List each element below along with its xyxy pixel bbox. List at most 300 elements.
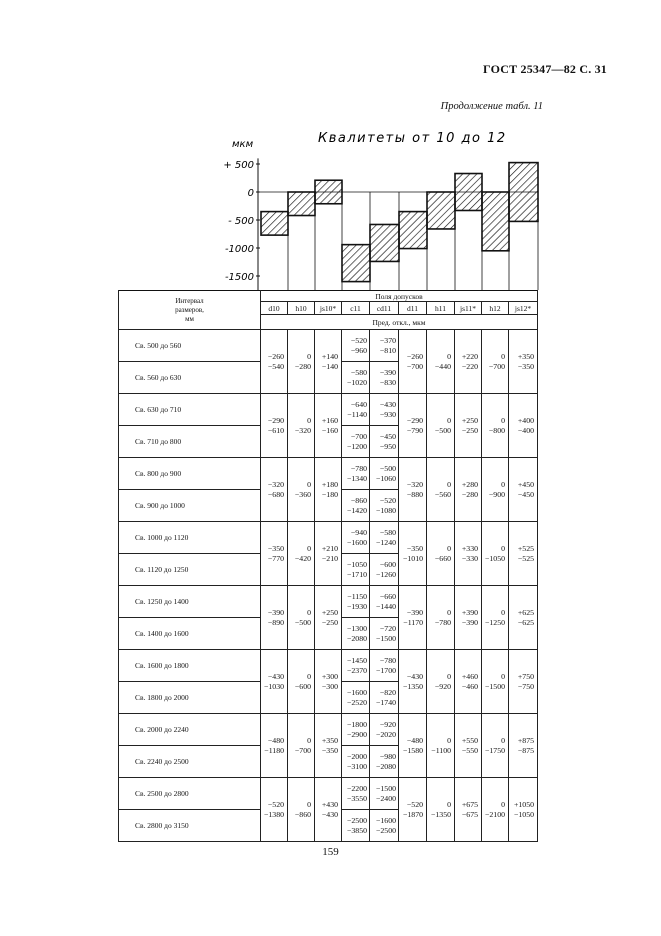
value-lower: −1930 <box>347 601 367 611</box>
value-lower: −2080 <box>376 761 396 771</box>
value-cell-d10 <box>261 458 288 522</box>
value-cell-h12 <box>482 522 509 586</box>
value-upper: 0 <box>447 479 451 489</box>
value-lower: −280 <box>294 361 311 371</box>
value-lower: −3550 <box>347 793 367 803</box>
value-lower: −525 <box>517 553 534 563</box>
value-upper: 0 <box>501 799 505 809</box>
value-upper: −600 <box>379 559 396 569</box>
value-upper: −2000 <box>347 751 367 761</box>
value-lower: −220 <box>461 361 478 371</box>
value-lower: −2100 <box>485 809 505 819</box>
tolerance-chart <box>0 120 661 292</box>
value-upper: 0 <box>307 479 311 489</box>
value-cell-h11 <box>427 522 455 586</box>
value-cell-js11 <box>455 458 482 522</box>
value-upper: +875 <box>517 735 534 745</box>
value-cell-js10 <box>315 650 342 714</box>
size-interval-label: Св. 900 до 1000 <box>119 490 261 522</box>
column-header-js11: js11* <box>455 302 482 315</box>
value-upper: −350 <box>267 543 284 553</box>
value-cell-c11 <box>342 778 370 810</box>
value-lower: −1380 <box>264 809 284 819</box>
value-cell-cd11 <box>370 330 399 362</box>
value-cell-cd11 <box>370 746 399 778</box>
value-cell-c11 <box>342 554 370 586</box>
value-lower: −2900 <box>347 729 367 739</box>
value-cell-js11 <box>455 330 482 394</box>
value-upper: +390 <box>461 607 478 617</box>
value-lower: −960 <box>350 345 367 355</box>
value-lower: −600 <box>294 681 311 691</box>
value-lower: −875 <box>517 745 534 755</box>
value-lower: −210 <box>321 553 338 563</box>
value-cell-h12 <box>482 778 509 842</box>
value-upper: 0 <box>307 671 311 681</box>
chart-band-h11 <box>427 192 455 229</box>
value-upper: −780 <box>379 655 396 665</box>
value-upper: −640 <box>350 399 367 409</box>
value-upper: −920 <box>379 719 396 729</box>
value-cell-c11 <box>342 746 370 778</box>
chart-band-h10 <box>288 192 315 216</box>
value-lower: −1600 <box>347 537 367 547</box>
value-lower: −625 <box>517 617 534 627</box>
value-lower: −810 <box>379 345 396 355</box>
value-lower: −1020 <box>347 377 367 387</box>
value-cell-js10 <box>315 394 342 458</box>
value-cell-h12 <box>482 650 509 714</box>
value-cell-h11 <box>427 714 455 778</box>
value-upper: 0 <box>447 351 451 361</box>
value-upper: 0 <box>307 607 311 617</box>
value-cell-js12 <box>509 586 538 650</box>
value-cell-h10 <box>288 330 315 394</box>
value-lower: −1710 <box>347 569 367 579</box>
value-upper: +220 <box>461 351 478 361</box>
value-cell-h10 <box>288 650 315 714</box>
size-interval-label: Св. 2000 до 2240 <box>119 714 261 746</box>
size-interval-label: Св. 800 до 900 <box>119 458 261 490</box>
value-cell-js12 <box>509 394 538 458</box>
value-lower: −700 <box>406 361 423 371</box>
value-upper: −860 <box>350 495 367 505</box>
size-interval-label: Св. 630 до 710 <box>119 394 261 426</box>
value-lower: −1010 <box>403 553 423 563</box>
value-upper: 0 <box>501 543 505 553</box>
value-upper: 0 <box>447 735 451 745</box>
size-interval-label: Св. 1800 до 2000 <box>119 682 261 714</box>
value-upper: −660 <box>379 591 396 601</box>
value-lower: −1870 <box>403 809 423 819</box>
value-lower: −1050 <box>514 809 534 819</box>
value-lower: −890 <box>267 617 284 627</box>
value-lower: −420 <box>294 553 311 563</box>
value-cell-c11 <box>342 458 370 490</box>
value-lower: −680 <box>267 489 284 499</box>
value-upper: −1600 <box>347 687 367 697</box>
value-cell-h11 <box>427 650 455 714</box>
value-lower: −500 <box>294 617 311 627</box>
value-upper: −1500 <box>376 783 396 793</box>
value-cell-d11 <box>399 586 427 650</box>
value-upper: −580 <box>379 527 396 537</box>
column-header-d10: d10 <box>261 302 288 315</box>
value-cell-h10 <box>288 714 315 778</box>
value-upper: −980 <box>379 751 396 761</box>
value-lower: −540 <box>267 361 284 371</box>
value-cell-h12 <box>482 586 509 650</box>
value-cell-js12 <box>509 714 538 778</box>
value-cell-h10 <box>288 586 315 650</box>
value-cell-d11 <box>399 330 427 394</box>
value-upper: 0 <box>307 351 311 361</box>
value-upper: +400 <box>517 415 534 425</box>
value-lower: −460 <box>461 681 478 691</box>
value-lower: −1580 <box>403 745 423 755</box>
value-cell-cd11 <box>370 362 399 394</box>
value-upper: −430 <box>406 671 423 681</box>
value-upper: +1050 <box>514 799 534 809</box>
value-upper: −450 <box>379 431 396 441</box>
value-upper: −390 <box>379 367 396 377</box>
value-upper: +280 <box>461 479 478 489</box>
value-upper: −520 <box>379 495 396 505</box>
size-interval-label: Св. 1250 до 1400 <box>119 586 261 618</box>
value-cell-cd11 <box>370 618 399 650</box>
value-lower: −1240 <box>376 537 396 547</box>
value-lower: −360 <box>294 489 311 499</box>
value-lower: −1250 <box>485 617 505 627</box>
value-upper: +430 <box>321 799 338 809</box>
value-cell-d10 <box>261 650 288 714</box>
value-upper: −700 <box>350 431 367 441</box>
chart-band-h12 <box>482 192 509 251</box>
value-cell-cd11 <box>370 522 399 554</box>
value-lower: −500 <box>434 425 451 435</box>
column-header-h12: h12 <box>482 302 509 315</box>
value-lower: −780 <box>434 617 451 627</box>
value-lower: −1030 <box>264 681 284 691</box>
value-lower: −250 <box>461 425 478 435</box>
table-row <box>119 778 538 810</box>
value-upper: +180 <box>321 479 338 489</box>
value-cell-h11 <box>427 394 455 458</box>
value-lower: −1500 <box>485 681 505 691</box>
value-upper: −480 <box>267 735 284 745</box>
value-upper: −2500 <box>347 815 367 825</box>
table-row <box>119 586 538 618</box>
value-cell-js10 <box>315 778 342 842</box>
value-lower: −1750 <box>485 745 505 755</box>
value-lower: −1420 <box>347 505 367 515</box>
value-upper: 0 <box>307 415 311 425</box>
value-cell-js11 <box>455 778 482 842</box>
value-cell-d11 <box>399 458 427 522</box>
value-cell-c11 <box>342 522 370 554</box>
value-cell-h10 <box>288 522 315 586</box>
value-cell-c11 <box>342 330 370 362</box>
value-lower: −675 <box>461 809 478 819</box>
value-lower: −350 <box>517 361 534 371</box>
value-upper: −520 <box>267 799 284 809</box>
tolerance-table <box>118 290 538 842</box>
value-cell-js12 <box>509 778 538 842</box>
value-cell-js12 <box>509 458 538 522</box>
value-upper: 0 <box>307 735 311 745</box>
value-lower: −300 <box>321 681 338 691</box>
chart-band-d11 <box>399 212 427 249</box>
value-cell-c11 <box>342 394 370 426</box>
value-lower: −700 <box>294 745 311 755</box>
fields-header: Поля допусков <box>261 291 538 302</box>
value-lower: −2080 <box>347 633 367 643</box>
value-upper: 0 <box>447 607 451 617</box>
value-cell-c11 <box>342 426 370 458</box>
value-lower: −2370 <box>347 665 367 675</box>
value-upper: 0 <box>447 415 451 425</box>
value-upper: 0 <box>501 607 505 617</box>
size-interval-label: Св. 500 до 560 <box>119 330 261 362</box>
value-upper: −350 <box>406 543 423 553</box>
value-upper: +460 <box>461 671 478 681</box>
value-upper: 0 <box>447 543 451 553</box>
page-number: 159 <box>322 846 339 858</box>
chart-tick-label: -1500 <box>224 272 254 283</box>
value-cell-cd11 <box>370 778 399 810</box>
value-cell-d10 <box>261 778 288 842</box>
value-lower: −860 <box>294 809 311 819</box>
chart-title: Квалитеты от 10 до 12 <box>318 131 507 146</box>
value-cell-js10 <box>315 586 342 650</box>
value-cell-h11 <box>427 458 455 522</box>
value-cell-js11 <box>455 522 482 586</box>
value-cell-h12 <box>482 330 509 394</box>
value-upper: −290 <box>406 415 423 425</box>
value-upper: +550 <box>461 735 478 745</box>
value-lower: −880 <box>406 489 423 499</box>
value-upper: −370 <box>379 335 396 345</box>
value-cell-js11 <box>455 714 482 778</box>
value-cell-c11 <box>342 682 370 714</box>
size-interval-label: Св. 1600 до 1800 <box>119 650 261 682</box>
value-cell-d11 <box>399 394 427 458</box>
value-lower: −560 <box>434 489 451 499</box>
value-upper: −430 <box>267 671 284 681</box>
value-upper: +250 <box>461 415 478 425</box>
table-row <box>119 522 538 554</box>
value-cell-h12 <box>482 458 509 522</box>
table-row <box>119 330 538 362</box>
value-upper: 0 <box>501 351 505 361</box>
column-header-js10: js10* <box>315 302 342 315</box>
size-interval-label: Св. 710 до 800 <box>119 426 261 458</box>
value-lower: −3100 <box>347 761 367 771</box>
value-upper: −390 <box>406 607 423 617</box>
value-cell-js10 <box>315 714 342 778</box>
value-lower: −950 <box>379 441 396 451</box>
page-header: ГОСТ 25347—82 С. 31 <box>483 62 607 76</box>
value-lower: −250 <box>321 617 338 627</box>
value-cell-cd11 <box>370 394 399 426</box>
value-cell-c11 <box>342 362 370 394</box>
value-upper: +675 <box>461 799 478 809</box>
value-cell-d10 <box>261 522 288 586</box>
value-cell-js12 <box>509 522 538 586</box>
value-cell-d11 <box>399 778 427 842</box>
table-row <box>119 394 538 426</box>
value-lower: −400 <box>517 425 534 435</box>
value-cell-d10 <box>261 714 288 778</box>
value-lower: −920 <box>434 681 451 691</box>
table-row <box>119 458 538 490</box>
value-lower: −1080 <box>376 505 396 515</box>
value-upper: −260 <box>406 351 423 361</box>
value-cell-js11 <box>455 586 482 650</box>
value-upper: −290 <box>267 415 284 425</box>
column-header-js12: js12* <box>509 302 538 315</box>
chart-band-c11 <box>342 245 370 282</box>
value-cell-h10 <box>288 458 315 522</box>
value-lower: −700 <box>488 361 505 371</box>
value-upper: +330 <box>461 543 478 553</box>
value-cell-cd11 <box>370 586 399 618</box>
value-upper: +250 <box>321 607 338 617</box>
value-lower: −1500 <box>376 633 396 643</box>
value-lower: −3850 <box>347 825 367 835</box>
value-cell-cd11 <box>370 458 399 490</box>
value-upper: −820 <box>379 687 396 697</box>
value-upper: −940 <box>350 527 367 537</box>
value-upper: 0 <box>307 543 311 553</box>
value-lower: −180 <box>321 489 338 499</box>
value-upper: +160 <box>321 415 338 425</box>
value-lower: −350 <box>321 745 338 755</box>
value-lower: −770 <box>267 553 284 563</box>
size-interval-label: Св. 2500 до 2800 <box>119 778 261 810</box>
value-cell-c11 <box>342 586 370 618</box>
value-lower: −1100 <box>431 745 451 755</box>
value-upper: −1300 <box>347 623 367 633</box>
value-lower: −1170 <box>403 617 423 627</box>
value-upper: −430 <box>379 399 396 409</box>
value-lower: −750 <box>517 681 534 691</box>
value-lower: −1260 <box>376 569 396 579</box>
value-cell-h10 <box>288 394 315 458</box>
value-upper: −500 <box>379 463 396 473</box>
value-lower: −1440 <box>376 601 396 611</box>
value-lower: −1060 <box>376 473 396 483</box>
value-cell-h12 <box>482 714 509 778</box>
chart-tick-label: 0 <box>247 188 254 199</box>
value-lower: −660 <box>434 553 451 563</box>
value-upper: −390 <box>267 607 284 617</box>
column-header-cd11: cd11 <box>370 302 399 315</box>
value-cell-c11 <box>342 810 370 842</box>
size-interval-label: Св. 2240 до 2500 <box>119 746 261 778</box>
value-cell-d10 <box>261 586 288 650</box>
value-cell-h11 <box>427 778 455 842</box>
chart-tick-label: + 500 <box>223 160 254 171</box>
column-header-c11: c11 <box>342 302 370 315</box>
value-cell-cd11 <box>370 650 399 682</box>
value-upper: −720 <box>379 623 396 633</box>
value-cell-js11 <box>455 650 482 714</box>
value-lower: −1700 <box>376 665 396 675</box>
chart-band-d10 <box>261 212 288 236</box>
value-lower: −450 <box>517 489 534 499</box>
value-cell-h12 <box>482 394 509 458</box>
value-cell-cd11 <box>370 426 399 458</box>
column-header-d11: d11 <box>399 302 427 315</box>
size-interval-label: Св. 1400 до 1600 <box>119 618 261 650</box>
value-cell-h11 <box>427 330 455 394</box>
chart-tick-label: -1000 <box>224 244 254 255</box>
value-upper: −1600 <box>376 815 396 825</box>
value-upper: 0 <box>501 735 505 745</box>
value-lower: −2400 <box>376 793 396 803</box>
table-row <box>119 650 538 682</box>
value-upper: +450 <box>517 479 534 489</box>
chart-band-cd11 <box>370 224 399 261</box>
value-lower: −160 <box>321 425 338 435</box>
value-cell-d10 <box>261 330 288 394</box>
chart-tick-label: - 500 <box>228 216 254 227</box>
size-interval-label: Св. 560 до 630 <box>119 362 261 394</box>
column-header-h10: h10 <box>288 302 315 315</box>
chart-unit-label: мкм <box>232 139 254 150</box>
value-cell-cd11 <box>370 554 399 586</box>
value-lower: −1740 <box>376 697 396 707</box>
value-upper: +625 <box>517 607 534 617</box>
value-lower: −930 <box>379 409 396 419</box>
value-cell-d11 <box>399 650 427 714</box>
value-lower: −1140 <box>347 409 367 419</box>
value-lower: −1180 <box>264 745 284 755</box>
value-cell-c11 <box>342 490 370 522</box>
value-cell-cd11 <box>370 490 399 522</box>
value-lower: −790 <box>406 425 423 435</box>
value-cell-c11 <box>342 650 370 682</box>
value-upper: 0 <box>501 415 505 425</box>
value-cell-d11 <box>399 714 427 778</box>
value-upper: −1450 <box>347 655 367 665</box>
table-row <box>119 714 538 746</box>
value-lower: −330 <box>461 553 478 563</box>
value-lower: −1200 <box>347 441 367 451</box>
interval-header: Интервал размеров, мм <box>119 291 261 330</box>
value-lower: −320 <box>294 425 311 435</box>
value-lower: −830 <box>379 377 396 387</box>
value-lower: −1350 <box>431 809 451 819</box>
value-cell-js10 <box>315 330 342 394</box>
size-interval-label: Св. 1000 до 1120 <box>119 522 261 554</box>
value-upper: 0 <box>447 799 451 809</box>
value-cell-js12 <box>509 650 538 714</box>
value-upper: 0 <box>501 479 505 489</box>
value-upper: −520 <box>406 799 423 809</box>
value-cell-h11 <box>427 586 455 650</box>
value-upper: −320 <box>406 479 423 489</box>
units-header: Пред. откл., мкм <box>261 315 538 330</box>
value-upper: −260 <box>267 351 284 361</box>
value-lower: −2500 <box>376 825 396 835</box>
value-upper: 0 <box>501 671 505 681</box>
value-upper: −320 <box>267 479 284 489</box>
value-upper: −480 <box>406 735 423 745</box>
value-upper: +350 <box>321 735 338 745</box>
value-cell-h10 <box>288 778 315 842</box>
